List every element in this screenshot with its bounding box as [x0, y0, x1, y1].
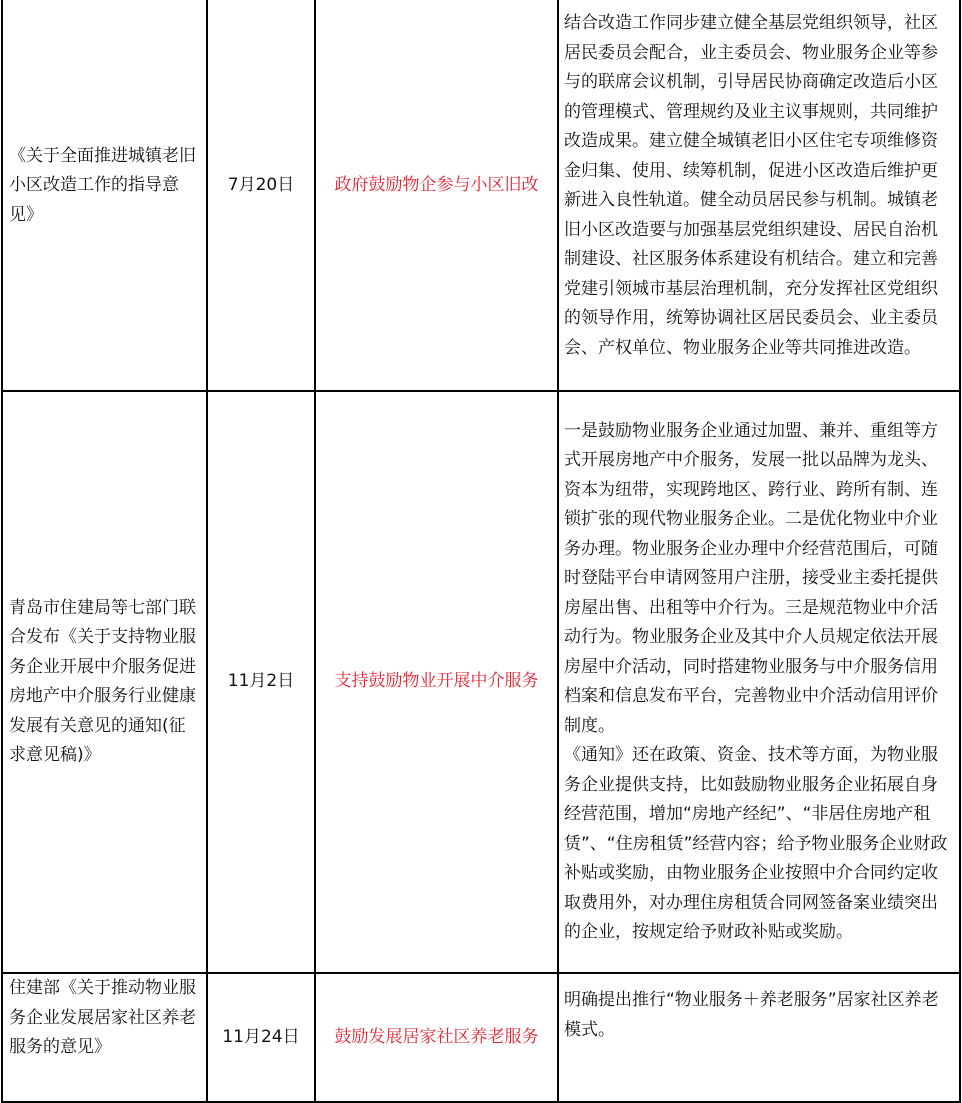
policy-table — [1, 0, 961, 1103]
policy-content-cell — [558, 391, 960, 973]
policy-theme-cell: 鼓励发展居家社区养老服务 — [315, 973, 558, 1102]
content-paragraph: 《通知》还在政策、资金、技术等方面，为物业服务企业提供支持，比如鼓励物业服务企业拓展自身经营范围，增加“房地产经纪”、“非居住房地产租赁”、“住房租赁”经营内容；给予物业服务企业财政补贴或奖励，由物业服务企业按照中介合同约定收取费用外，对办理住房租赁合同网签备案业绩突出的企业，按规定给予财政补贴或奖励。 — [564, 745, 948, 942]
policy-date-cell: 7月20日 — [207, 0, 315, 391]
table-row — [2, 973, 960, 1102]
policy-content-cell — [558, 973, 960, 1102]
content-paragraph: 一是鼓励物业服务企业通过加盟、兼并、重组等方式开展房地产中介服务，发展一批以品牌为龙头、资本为纽带，实现跨地区、跨行业、跨所有制、连锁扩张的现代物业服务企业。二是优化物业中介业务办理。物业服务企业办理中介经营范围后，可随时登陆平台申请网签用户注册，接受业主委托提供房屋出售、出租等中介行为。三是规范物业中介活动行为。物业服务企业及其中介人员规定依法开展房屋中介活动，同时搭建物业服务与中介服务信用档案和信息发布平台，完善物业中介活动信用评价制度。 — [564, 420, 938, 736]
content-paragraph: 结合改造工作同步建立健全基层党组织领导，社区居民委员会配合，业主委员会、物业服务企业等参与的联席会议机制，引导居民协商确定改造后小区的管理模式、管理规约及业主议事规则，共同维护改造成果。建立健全城镇老旧小区住宅专项维修资金归集、使用、续筹机制，促进小区改造后维护更新进入良性轨道。健全动员居民参与机制。城镇老旧小区改造要与加强基层党组织建设、居民自治机制建设、社区服务体系建设有机结合。建立和完善党建引领城市基层治理机制，充分发挥社区党组织的领导作用，统筹协调社区居民委员会、业主委员会、产权单位、物业服务企业等共同推进改造。 — [564, 13, 938, 358]
policy-date-cell: 11月24日 — [207, 973, 315, 1102]
table-row — [2, 391, 960, 973]
policy-theme-cell: 政府鼓励物企参与小区旧改 — [315, 0, 558, 391]
policy-title-cell: 《关于全面推进城镇老旧小区改造工作的指导意见》 — [2, 0, 207, 391]
policy-theme-cell: 支持鼓励物业开展中介服务 — [315, 391, 558, 973]
policy-content-cell — [558, 0, 960, 391]
policy-title-cell: 住建部《关于推动物业服务企业发展居家社区养老服务的意见》 — [2, 973, 207, 1102]
table-row — [2, 0, 960, 391]
content-paragraph: 明确提出推行“物业服务＋养老服务”居家社区养老模式。 — [564, 990, 939, 1040]
policy-title-cell: 青岛市住建局等七部门联合发布《关于支持物业服务企业开展中介服务促进房地产中介服务行业健康发展有关意见的通知(征求意见稿)》 — [2, 391, 207, 973]
policy-date-cell: 11月2日 — [207, 391, 315, 973]
